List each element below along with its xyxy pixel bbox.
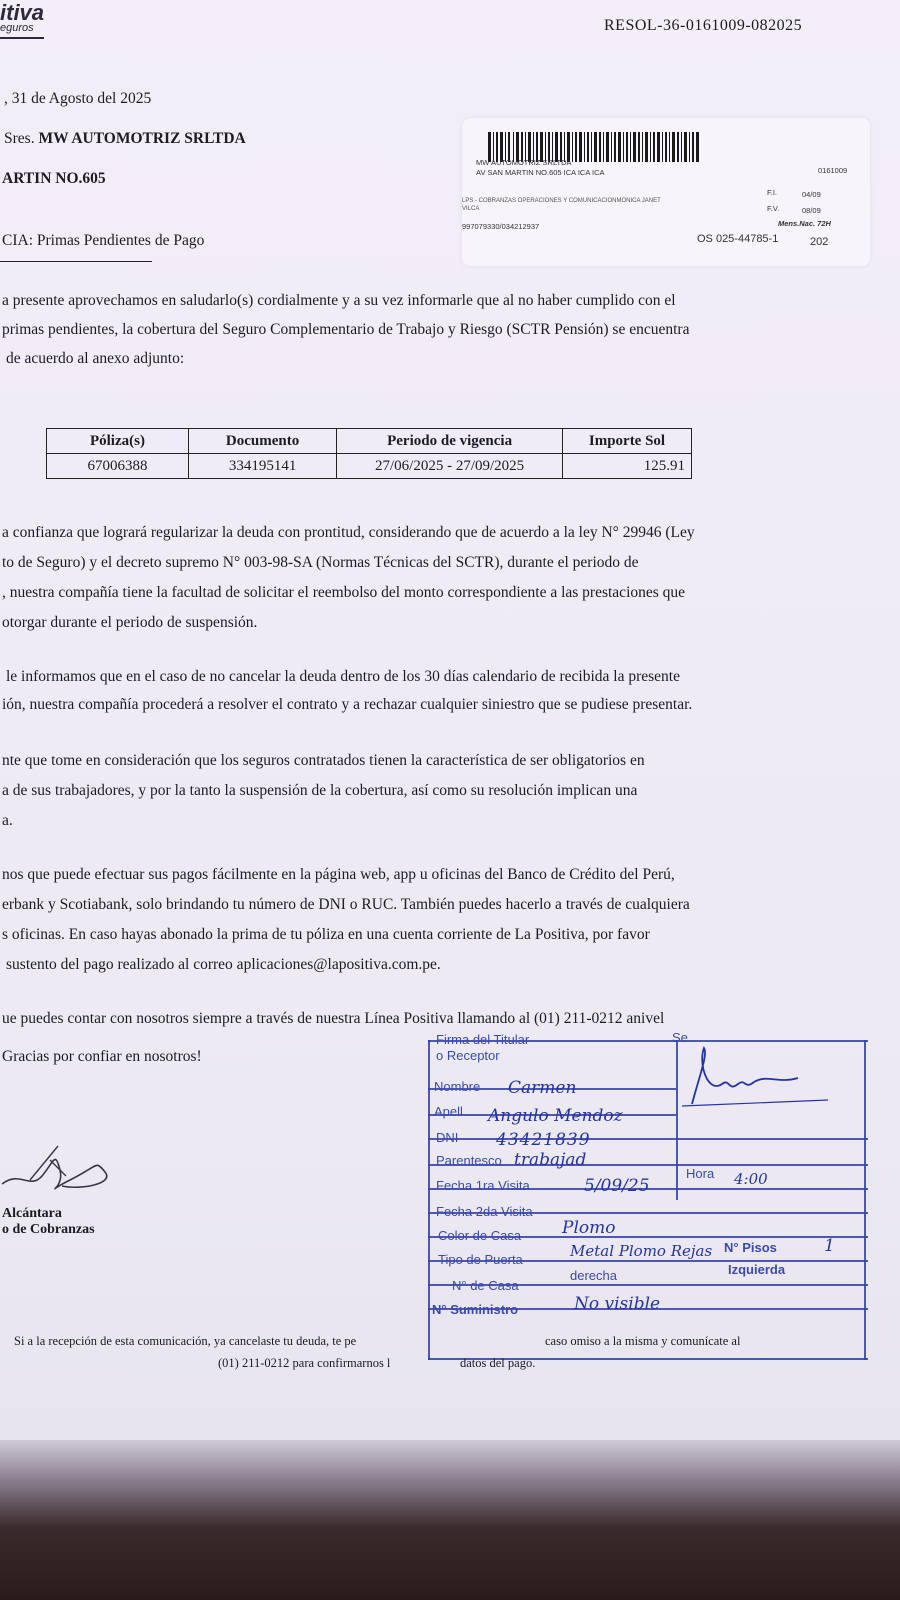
stamp-label-se: Se [672,1030,688,1045]
stamp-label-color: Color de Casa [438,1228,522,1243]
company-logo: itiva [0,0,45,25]
subject-underline [0,261,152,262]
sticker-company: MW AUTOMOTRIZ SRLTDA [476,158,572,167]
handwritten-suministro: No visible [574,1294,661,1314]
paragraph-1-line-2: primas pendientes, la cobertura del Seguro Complementario de Trabajo y Riesgo (SCTR Pensión) se encuentra [2,321,690,338]
sticker-address: AV SAN MARTIN NO.605 ICA ICA ICA [476,168,605,177]
stamp-label-parentesco: Parentesco [436,1153,502,1168]
handwritten-n-pisos: 1 [824,1236,835,1256]
sticker-os-number: 202 [810,236,829,248]
footer-note-line-1a: Si a la recepción de esta comunicación, ya cancelaste tu deuda, te pe [14,1334,357,1348]
delivery-visit-stamp [428,1030,876,1370]
handwritten-dni: 43421839 [496,1130,591,1150]
paragraph-3-line-1: le informamos que en el caso de no cancelar la deuda dentro de los 30 días calendario de recibida la presente [6,668,680,685]
stamp-label-dni: DNI [436,1130,459,1145]
stamp-label-nombre: Nombre [434,1079,481,1094]
paragraph-6-line-2: Gracias por confiar en nosotros! [2,1048,202,1065]
column-header-poliza: Póliza(s) [47,429,189,454]
cell-importe: 125.91 [562,454,691,479]
company-logo-subtitle: eguros [0,22,34,34]
sticker-fi-value: 04/09 [802,190,821,199]
handwritten-fecha1: 5/09/25 [584,1176,650,1196]
stamp-label-receptor: o Receptor [436,1048,500,1063]
handwritten-hora: 4:00 [734,1170,768,1188]
handwritten-tipo-puerta: Metal Plomo Rejas [570,1242,713,1260]
paragraph-4-line-3: a. [2,812,13,829]
paragraph-2-line-3: , nuestra compañía tiene la facultad de solicitar el reembolso del monto correspondiente a las prestaciones que [2,584,686,601]
paragraph-5-line-3: s oficinas. En caso hayas abonado la prima de tu póliza en una cuenta corriente de La Positiva, por favor [2,926,650,943]
column-header-periodo: Periodo de vigencia [337,429,563,454]
stamp-label-fecha2: Fecha 2da Visita [436,1204,533,1219]
sticker-os: OS 025-44785-1 [697,233,779,245]
stamp-label-n-casa: N° de Casa [452,1278,519,1293]
paragraph-2-line-2: to de Seguro) y el decreto supremo N° 003-98-SA (Normas Técnicas del SCTR), durante el periodo de [2,554,639,571]
logo-underline [0,37,44,39]
sticker-fv-label: F.V. [767,204,780,213]
paragraph-2-line-4: otorgar durante el periodo de suspensión. [2,614,258,631]
addressee-prefix: Sres. [4,130,35,147]
addressee-line [4,130,246,148]
courier-label [462,118,870,266]
column-header-importe: Importe Sol [562,429,691,454]
stamp-label-apellido: Apell [434,1104,463,1119]
handwritten-color: Plomo [562,1218,616,1238]
handwritten-apellido: Angulo Mendoz [488,1106,623,1126]
sticker-mens: Mens.Nac. 72H [778,219,831,228]
paragraph-5-line-4: sustento del pago realizado al correo aplicaciones@lapositiva.com.pe. [6,956,441,973]
footer-note-line-1b: caso omiso a la misma y comunícate al [545,1334,741,1348]
signatory-name: Alcántara [2,1206,62,1221]
handwritten-nombre: Carmen [508,1078,577,1098]
recipient-signature [678,1044,828,1114]
sticker-fi-label: F.I. [767,188,778,197]
cell-periodo: 27/06/2025 - 27/09/2025 [337,454,563,479]
footer-note-line-2a: (01) 211-0212 para confirmarnos l [218,1356,391,1370]
paragraph-5-line-2: erbank y Scotiabank, solo brindando tu número de DNI o RUC. También puedes hacerlo a través de cualquiera [2,896,690,913]
sticker-dept-line2: VILCA [462,206,480,212]
paragraph-6-line-1: ue puedes contar con nosotros siempre a través de nuestra Línea Positiva llamando al (01) 211-0212 anivel [2,1010,665,1027]
sticker-dept-line1: LPS - COBRANZAS OPERACIONES Y COMUNICACIONMONICA JANET [462,198,661,204]
sticker-phones: 997079330/034212937 [462,222,540,231]
reference-number: RESOL-36-0161009-082025 [604,17,803,34]
stamp-label-tipo-puerta: Tipo de Puerta [438,1252,523,1267]
handwritten-parentesco: trabajad [514,1150,587,1170]
stamp-label-suministro: N° Suministro [432,1302,519,1317]
cell-poliza: 67006388 [47,454,189,479]
subject-line: CIA: Primas Pendientes de Pago [2,232,205,249]
stamp-label-izquierda: Izquierda [728,1262,786,1277]
paragraph-5-line-1: nos que puede efectuar sus pagos fácilmente en la página web, app u oficinas del Banco de Crédito del Perú, [2,866,675,883]
paragraph-3-line-2: ión, nuestra compañía procederá a resolver el contrato y a rechazar cualquier siniestro que se pudiese presentar. [2,696,693,713]
addressee-address: ARTIN NO.605 [2,170,106,187]
addressee-name: MW AUTOMOTRIZ SRLTDA [38,130,246,147]
stamp-label-firma: Firma del Titular [436,1032,530,1047]
paragraph-2-line-1: a confianza que logrará regularizar la deuda con prontitud, considerando que de acuerdo a la ley N° 29946 (Ley [2,524,695,541]
footer-note-line-2b: datos del pago. [460,1356,536,1370]
cell-documento: 334195141 [188,454,336,479]
paragraph-1-line-1: a presente aprovechamos en saludarlo(s) cordialmente y a su vez informarle que al no haber cumplido con el [2,292,676,309]
stamp-row-line [428,1138,868,1140]
paragraph-1-line-3: de acuerdo al anexo adjunto: [6,350,185,367]
policy-table [46,428,692,479]
signature-scribble [0,1140,120,1200]
stamp-label-fecha1: Fecha 1ra Visita [436,1178,530,1193]
table-row [47,454,692,479]
paragraph-4-line-2: a de sus trabajadores, y por la tanto la suspensión de la cobertura, así como su resolución implican una [2,782,638,799]
paragraph-4-line-1: nte que tome en consideración que los seguros contratados tienen la característica de ser obligatorios en [2,752,645,769]
sticker-code: 0161009 [818,166,848,175]
signatory-title: o de Cobranzas [2,1222,95,1237]
column-header-documento: Documento [188,429,336,454]
stamp-label-n-pisos: N° Pisos [724,1240,777,1255]
background-surface [0,1440,900,1600]
stamp-border-right [864,1040,866,1360]
stamp-label-hora: Hora [686,1166,715,1181]
stamp-label-derecha: derecha [570,1268,617,1283]
table-header-row [47,429,692,454]
sticker-fv-value: 08/09 [802,206,821,215]
date-line: , 31 de Agosto del 2025 [4,90,152,107]
